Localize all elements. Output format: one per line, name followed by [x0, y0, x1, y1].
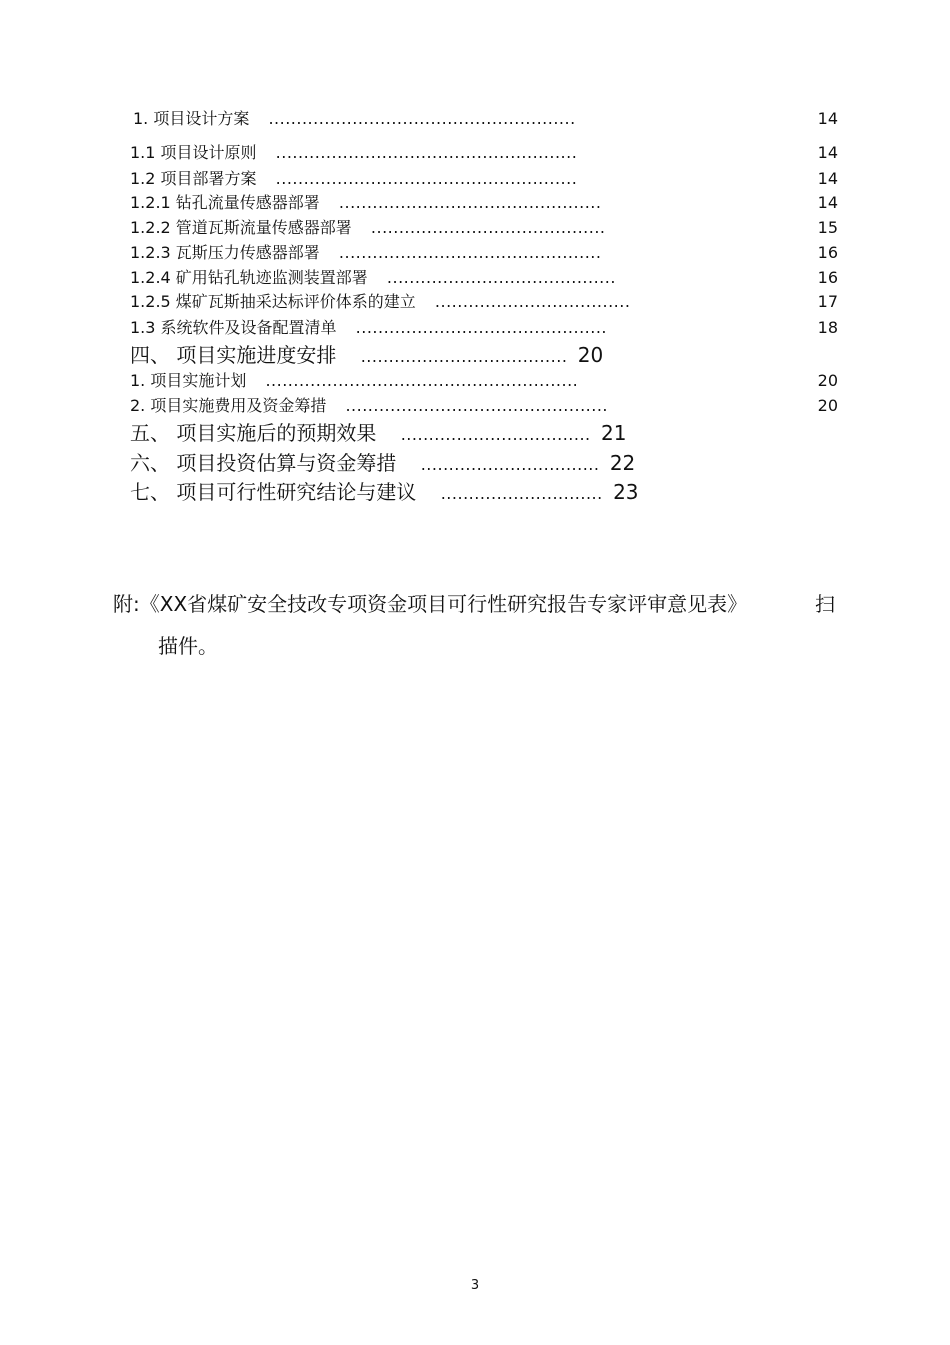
toc-page-number: 14: [817, 109, 838, 128]
toc-page-number: 14: [817, 169, 838, 188]
toc-leader-dots: ......................................................: [275, 143, 578, 162]
toc-entry[interactable]: [130, 373, 578, 389]
toc-page-number: 20: [817, 371, 838, 390]
toc-entry-label: 1.2.2 管道瓦斯流量传感器部署: [130, 218, 352, 237]
toc-entry-label: 1.2.4 矿用钻孔轨迹监测装置部署: [130, 268, 368, 287]
toc-leader-dots: ...................................: [434, 292, 631, 311]
toc-leader-dots: .............................................: [355, 318, 608, 337]
toc-page-number: 20: [817, 396, 838, 415]
toc-entry[interactable]: [130, 220, 606, 236]
toc-leader-dots: .......................................................: [268, 109, 576, 128]
toc-leader-dots: ..........................................: [370, 218, 606, 237]
toc-entry-label: 七、 项目可行性研究结论与建议: [130, 480, 417, 504]
appendix-line-1: 附:《XX省煤矿安全技改专项资金项目可行性研究报告专家评审意见表》: [113, 592, 748, 616]
toc-leader-dots: ........................................................: [265, 371, 579, 390]
toc-entry[interactable]: [130, 398, 608, 414]
toc-entry-label: 六、 项目投资估算与资金筹措: [130, 451, 397, 475]
toc-leader-dots: ................................: [420, 455, 600, 474]
toc-leader-dots: ...............................................: [338, 193, 602, 212]
toc-entry-label: 1.3 系统软件及设备配置清单: [130, 318, 337, 337]
toc-page-number: 14: [817, 193, 838, 212]
toc-leader-dots: .........................................: [386, 268, 616, 287]
toc-page-number: 15: [817, 218, 838, 237]
toc-leader-dots: ..................................: [400, 425, 591, 444]
toc-page-number: 16: [817, 268, 838, 287]
appendix-line-1-end: 扫: [815, 592, 835, 616]
toc-page-number: 21: [601, 421, 627, 445]
toc-section-heading[interactable]: [130, 345, 603, 365]
toc-entry-label: 1. 项目实施计划: [130, 371, 247, 390]
toc-entry-label: 1.2.5 煤矿瓦斯抽采达标评价体系的建立: [130, 292, 416, 311]
toc-leader-dots: .............................: [440, 484, 603, 503]
toc-leader-dots: ......................................................: [275, 169, 578, 188]
toc-entry[interactable]: [130, 195, 601, 211]
toc-page-number: 16: [817, 243, 838, 262]
toc-entry-label: 1.2.1 钻孔流量传感器部署: [130, 193, 320, 212]
toc-entry-label: 1.2 项目部署方案: [130, 169, 257, 188]
toc-page-number: 20: [577, 343, 604, 367]
toc-entry-label: 五、 项目实施后的预期效果: [130, 421, 377, 445]
toc-entry-label: 2. 项目实施费用及资金筹措: [130, 396, 327, 415]
toc-entry-label: 四、 项目实施进度安排: [130, 343, 337, 367]
toc-section-heading[interactable]: [130, 423, 626, 443]
toc-entry[interactable]: [130, 245, 601, 261]
toc-leader-dots: .....................................: [360, 347, 568, 366]
toc-section-heading[interactable]: [130, 453, 635, 473]
toc-entry[interactable]: [130, 320, 607, 336]
toc-leader-dots: ...............................................: [345, 396, 608, 415]
toc-page-number: 18: [817, 318, 838, 337]
toc-entry[interactable]: [133, 111, 576, 127]
toc-entry[interactable]: [130, 270, 616, 286]
toc-page-number: 22: [609, 451, 636, 475]
toc-page-number: 23: [613, 480, 639, 504]
toc-page-number: 14: [817, 143, 838, 162]
toc-entry-label: 1.1 项目设计原则: [130, 143, 257, 162]
toc-entry[interactable]: [130, 145, 577, 161]
page-number-footer: 3: [470, 1278, 480, 1293]
toc-page-number: 17: [817, 292, 838, 311]
toc-entry[interactable]: [130, 294, 630, 310]
toc-section-heading[interactable]: [130, 482, 639, 502]
appendix-line-2: 描件。: [158, 634, 218, 658]
toc-entry[interactable]: [130, 171, 577, 187]
toc-entry-label: 1.2.3 瓦斯压力传感器部署: [130, 243, 320, 262]
toc-entry-label: 1. 项目设计方案: [133, 109, 250, 128]
toc-leader-dots: ...............................................: [338, 243, 602, 262]
